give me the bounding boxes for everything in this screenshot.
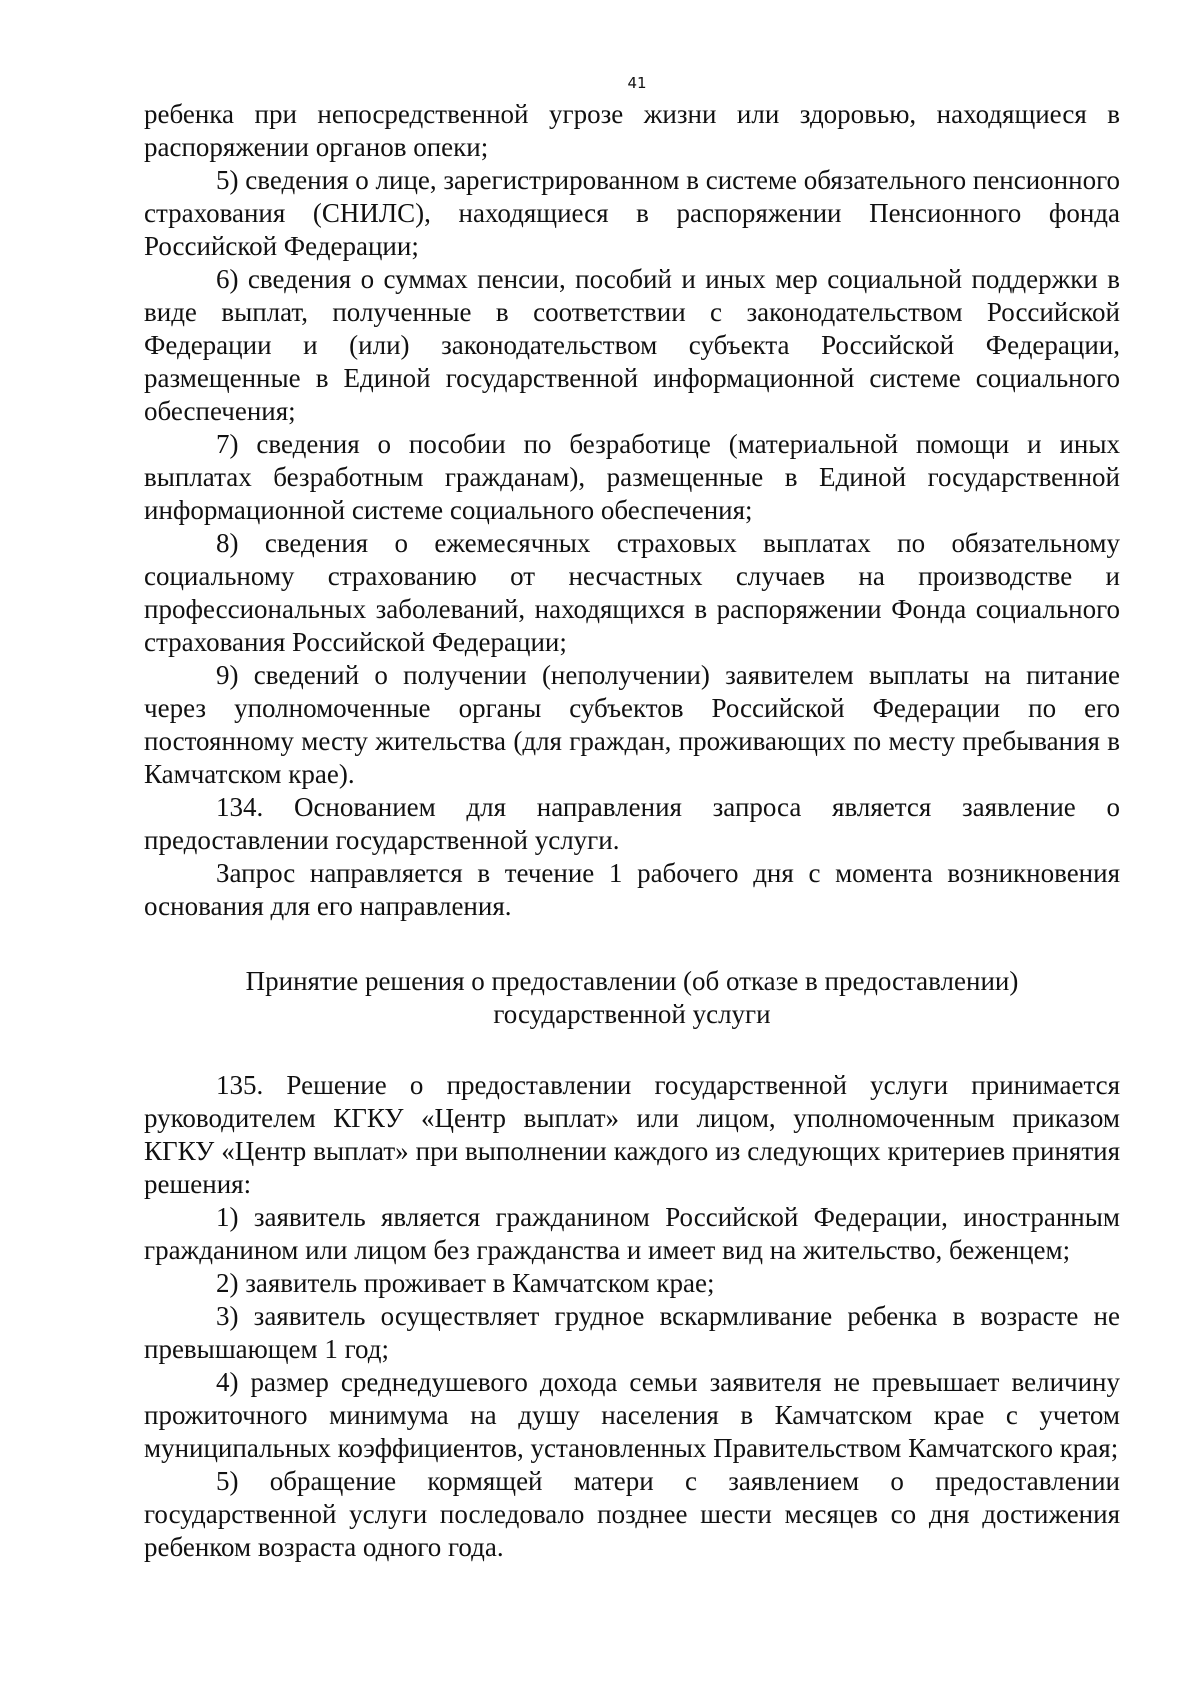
paragraph-135: 135. Решение о предоставлении государственной услуги принимается руководителем КГКУ «Центр выплат» или лицом, уполномоченным приказом КГКУ «Центр выплат» при выполнении каждого из следующих критериев принятия решения: [144, 1070, 1120, 1199]
section-heading [144, 965, 1120, 1031]
paragraph-item-8: 8) сведения о ежемесячных страховых выплатах по обязательному социальному страхованию от несчастных случаев на производстве и профессиональных заболеваний, находящихся в распоряжении Фонда социального страхования Российской Федерации; [144, 528, 1120, 657]
paragraph-item-5: 5) сведения о лице, зарегистрированном в системе обязательного пенсионного страхования (СНИЛС), находящиеся в распоряжении Пенсионного фонда Российской Федерации; [144, 165, 1120, 261]
criterion-2: 2) заявитель проживает в Камчатском крае; [216, 1268, 715, 1298]
paragraphs-after [144, 1069, 1120, 1564]
paragraph-item-7: 7) сведения о пособии по безработице (материальной помощи и иных выплатах безработным гражданам), размещенные в Единой государственной информационной системе социального обеспечения; [144, 429, 1120, 525]
paragraph-request-timing: Запрос направляется в течение 1 рабочего дня с момента возникновения основания для его направления. [144, 858, 1120, 921]
page-number: 41 [627, 74, 647, 92]
section-heading-line-1: Принятие решения о предоставлении (об отказе в предоставлении) [245, 966, 1019, 996]
paragraph-item-9: 9) сведений о получении (неполучении) заявителем выплаты на питание через уполномоченные органы субъектов Российской Федерации по его постоянному месту жительства (для граждан, проживающих по месту пребывания в Камчатском крае). [144, 660, 1120, 789]
criterion-1: 1) заявитель является гражданином Российской Федерации, иностранным гражданином или лицом без гражданства и имеет вид на жительство, беженцем; [144, 1202, 1120, 1265]
paragraph-continuation: ребенка при непосредственной угрозе жизни или здоровью, находящиеся в распоряжении органов опеки; [144, 99, 1120, 162]
criterion-3: 3) заявитель осуществляет грудное вскармливание ребенка в возрасте не превышающем 1 год; [144, 1301, 1120, 1364]
paragraph-item-6: 6) сведения о суммах пенсии, пособий и иных мер социальной поддержки в виде выплат, полученные в соответствии с законодательством Российской Федерации и (или) законодательством субъекта Российской Федерации, размещенные в Единой государственной информационной системе социального обеспечения; [144, 264, 1120, 426]
paragraph-134: 134. Основанием для направления запроса является заявление о предоставлении государственной услуги. [144, 792, 1120, 855]
section-heading-line-2: государственной услуги [493, 999, 771, 1029]
criterion-4: 4) размер среднедушевого дохода семьи заявителя не превышает величину прожиточного минимума на душу населения в Камчатском крае с учетом муниципальных коэффициентов, установленных Правительством Камчатского края; [144, 1367, 1120, 1463]
criterion-5: 5) обращение кормящей матери с заявлением о предоставлении государственной услуги последовало позднее шести месяцев со дня достижения ребенком возраста одного года. [144, 1466, 1120, 1562]
document-page [144, 68, 1120, 1564]
paragraphs-before [144, 98, 1120, 923]
